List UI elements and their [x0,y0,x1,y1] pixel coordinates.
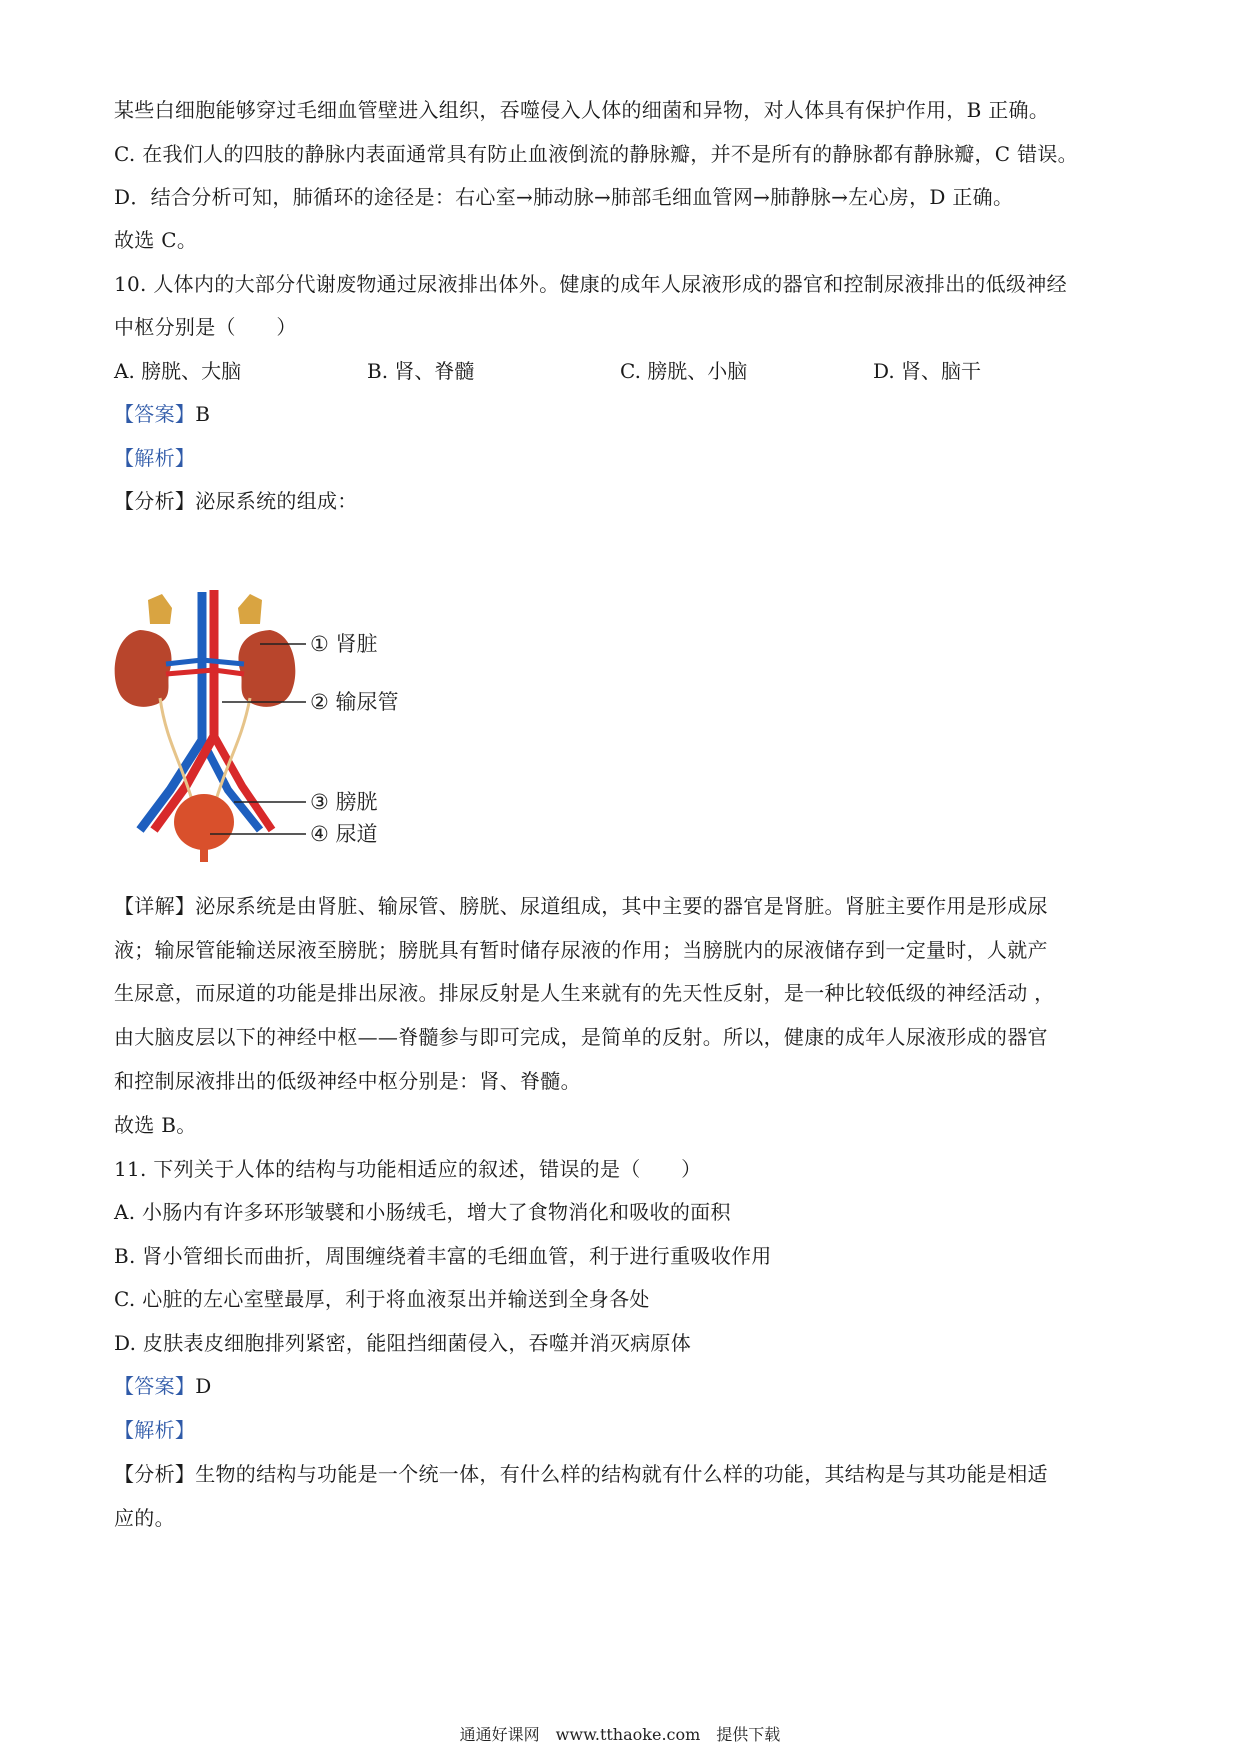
text-line: 生尿意，而尿道的功能是排出尿液。排尿反射是人生来就有的先天性反射，是一种比较低级的神经活动 ， [114,981,1055,1005]
answer-tag: 【答案】 [114,1374,196,1398]
q11-option-d: D. 皮肤表皮细胞排列紧密，能阻挡细菌侵入，吞噬并消灭病原体 [114,1331,692,1355]
text-line: 某些白细胞能够穿过毛细血管壁进入组织，吞噬侵入人体的细菌和异物，对人体具有保护作用，B 正确。 [114,98,1050,122]
bladder [174,794,234,850]
q10-analysis [114,444,1140,472]
q10-stem: 10. 人体内的大部分代谢废物通过尿液排出体外。健康的成年人尿液形成的器官和控制尿液排出的低级神经 [114,272,1067,296]
text-line: 和控制尿液排出的低级神经中枢分别是：肾、脊髓。 [114,1069,581,1093]
q11-option-b: B. 肾小管细长而曲折，周围缠绕着丰富的毛细血管，利于进行重吸收作用 [114,1244,772,1268]
fenxi-text: 泌尿系统的组成： [195,489,358,513]
answer-value: B [195,402,211,426]
analysis-tag: 【解析】 [114,446,196,470]
text-line: C. 在我们人的四肢的静脉内表面通常具有防止血液倒流的静脉瓣，并不是所有的静脉都有静脉瓣，C 错误。 [114,142,1078,166]
page-footer: 通通好课网 www.tthaoke.com 提供下载 [459,1725,781,1744]
label-bladder: ③ 膀胱 [310,790,378,814]
urinary-system-diagram [110,590,440,870]
q10-option-d: D. 肾、脑干 [873,359,982,383]
text-line: 应的。 [114,1506,175,1530]
q10-option-b: B. 肾、脊髓 [367,359,475,383]
text-line: 液；输尿管能输送尿液至膀胱；膀胱具有暂时储存尿液的作用；当膀胱内的尿液储存到一定量时，人就产 [114,938,1048,962]
urethra [200,848,208,862]
fenxi-tag: 【分析】 [114,489,196,513]
adrenal-gland [238,594,262,624]
q11-analysis [114,1416,1140,1444]
q11-fenxi [114,1460,1140,1488]
q11-stem: 11. 下列关于人体的结构与功能相适应的叙述，错误的是（ ） [114,1157,702,1181]
q11-option-c: C. 心脏的左心室壁最厚，利于将血液泵出并输送到全身各处 [114,1287,650,1311]
text-line: 故选 C。 [114,228,198,252]
renal-artery [166,670,214,674]
q11-answer [114,1372,1140,1400]
text-line: D．结合分析可知，肺循环的途径是：右心室→肺动脉→肺部毛细血管网→肺静脉→左心房，D 正确。 [114,185,1014,209]
q10-stem-cont: 中枢分别是（ ） [114,315,297,339]
q10-conclusion: 故选 B。 [114,1113,197,1137]
detail-text: 泌尿系统是由肾脏、输尿管、膀胱、尿道组成，其中主要的器官是肾脏。肾脏主要作用是形成尿 [195,894,1048,918]
answer-value: D [195,1374,212,1398]
q10-option-c: C. 膀胱、小脑 [620,359,748,383]
kidney-left [115,630,172,707]
fenxi-tag: 【分析】 [114,1462,196,1486]
renal-vein [202,660,244,664]
text-line: 由大脑皮层以下的神经中枢——脊髓参与即可完成，是简单的反射。所以，健康的成年人尿液形成的器官 [114,1025,1048,1049]
kidney-right [238,630,295,707]
label-ureter: ② 输尿管 [310,690,399,714]
answer-tag: 【答案】 [114,402,196,426]
analysis-tag: 【解析】 [114,1418,196,1442]
detail-tag: 【详解】 [114,894,196,918]
q10-option-a: A. 膀胱、大脑 [114,359,242,383]
adrenal-gland [148,594,172,624]
fenxi-text: 生物的结构与功能是一个统一体，有什么样的结构就有什么样的功能，其结构是与其功能是相适 [195,1462,1048,1486]
q10-answer [114,400,1140,428]
vena-cava [140,592,202,830]
q10-fenxi [114,487,1140,515]
q10-detail [114,892,1140,920]
label-kidney: ① 肾脏 [310,632,378,656]
q11-option-a: A. 小肠内有许多环形皱襞和小肠绒毛，增大了食物消化和吸收的面积 [114,1200,731,1224]
label-urethra: ④ 尿道 [310,822,378,846]
